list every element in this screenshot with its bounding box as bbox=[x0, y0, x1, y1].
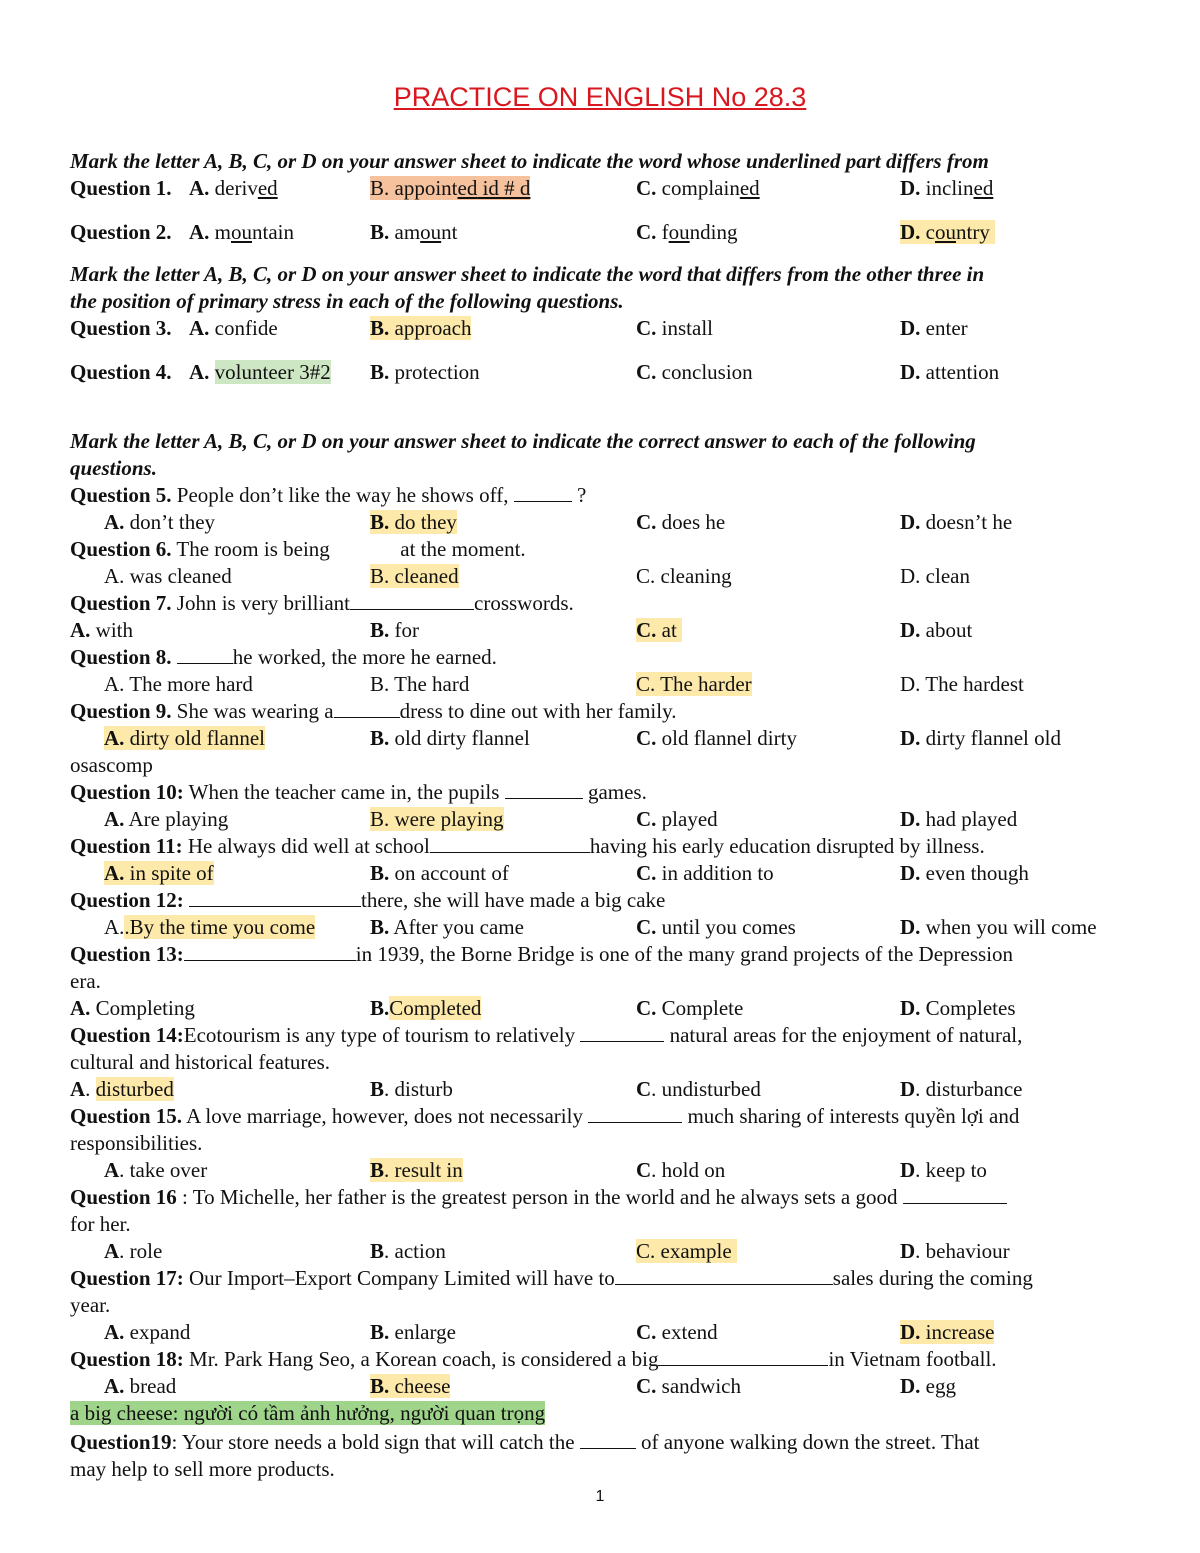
option-a: A. bread bbox=[104, 1374, 177, 1398]
question-stem: Question 18: Mr. Park Hang Seo, a Korean coach, is considered a big in Vietnam football. bbox=[70, 1347, 997, 1371]
note-text: a big cheese: người có tầm ảnh hưởng, người quan trọng bbox=[70, 1401, 546, 1425]
option-a: A. with bbox=[70, 618, 134, 642]
option-c: C. old flannel dirty bbox=[636, 726, 797, 750]
note-text: osascomp bbox=[70, 753, 153, 777]
option-d: D. keep to bbox=[900, 1158, 987, 1182]
option-a: A. role bbox=[104, 1239, 163, 1263]
question-stem: Question 15. A love marriage, however, does not necessarily much sharing of interests quyền lợi and bbox=[70, 1104, 1020, 1128]
option-b: B. were playing bbox=[370, 807, 504, 831]
question-stem: Question 17: Our Import–Export Company Limited will have to sales during the coming bbox=[70, 1266, 1033, 1290]
option-a: A. disturbed bbox=[70, 1077, 174, 1101]
option-c: C. at bbox=[636, 617, 682, 643]
option-d: D. attention bbox=[900, 360, 1000, 384]
option-b: B.Completed bbox=[370, 996, 482, 1020]
question-stem-cont: may help to sell more products. bbox=[70, 1457, 335, 1481]
question-stem-cont: responsibilities. bbox=[70, 1131, 203, 1155]
option-a: A. mountain bbox=[189, 220, 295, 244]
option-d: D. when you will come bbox=[900, 915, 1097, 939]
option-a: A. was cleaned bbox=[104, 564, 232, 588]
option-b: B. do they bbox=[370, 510, 457, 534]
question-stem: Question 13: in 1939, the Borne Bridge is one of the many grand projects of the Depression bbox=[70, 942, 1014, 966]
option-a: A. derived bbox=[189, 176, 278, 200]
question-stem: Question 9. She was wearing a dress to dine out with her family. bbox=[70, 699, 677, 723]
option-b: B. disturb bbox=[370, 1077, 453, 1101]
option-b: B. After you came bbox=[370, 915, 524, 939]
instruction-correct-answer: Mark the letter A, B, C, or D on your answer sheet to indicate the correct answer to each of the following bbox=[70, 429, 976, 453]
option-a: A. Are playing bbox=[104, 807, 229, 831]
option-c: C. Complete bbox=[636, 996, 744, 1020]
option-c: C. until you comes bbox=[636, 915, 796, 939]
option-b: B. protection bbox=[370, 360, 480, 384]
option-a: A. The more hard bbox=[104, 672, 253, 696]
option-c: C. founding bbox=[636, 220, 738, 244]
option-c: C. cleaning bbox=[636, 564, 732, 588]
question-stem: Question 16 : To Michelle, her father is the greatest person in the world and he always sets a good bbox=[70, 1184, 1007, 1210]
option-d: D. had played bbox=[900, 807, 1018, 831]
option-a: A. take over bbox=[104, 1158, 208, 1182]
option-c: C. in addition to bbox=[636, 861, 774, 885]
option-a: A..By the time you come bbox=[104, 915, 316, 939]
option-c: C. played bbox=[636, 807, 718, 831]
question-stem: Question 6. The room is being at the moment. bbox=[70, 537, 526, 561]
option-c: C. install bbox=[636, 316, 714, 340]
option-d: D. clean bbox=[900, 564, 970, 588]
option-d: D. disturbance bbox=[900, 1077, 1023, 1101]
option-b: B. action bbox=[370, 1239, 446, 1263]
page-number: 1 bbox=[595, 1488, 605, 1505]
option-b: B. old dirty flannel bbox=[370, 726, 530, 750]
option-a: A. don’t they bbox=[104, 510, 216, 534]
option-b: B. cheese bbox=[370, 1374, 451, 1398]
option-d: D. dirty flannel old bbox=[900, 726, 1061, 750]
option-b: B. approach bbox=[370, 316, 472, 340]
question-stem: Question 8. he worked, the more he earned. bbox=[70, 645, 497, 669]
question-stem: Question19: Your store needs a bold sign that will catch the of anyone walking down the street. That bbox=[70, 1430, 980, 1454]
question-label: Question 4. bbox=[70, 360, 172, 384]
instruction-stress: Mark the letter A, B, C, or D on your answer sheet to indicate the word that differs from the other three in bbox=[70, 262, 985, 286]
option-d: D. inclined bbox=[900, 176, 994, 200]
option-a: A. confide bbox=[189, 316, 278, 340]
option-d: D. increase bbox=[900, 1320, 995, 1344]
option-c: C. example bbox=[636, 1238, 737, 1264]
option-d: D. The hardest bbox=[900, 672, 1024, 696]
option-c: C. extend bbox=[636, 1320, 718, 1344]
question-stem: Question 10: When the teacher came in, the pupils games. bbox=[70, 780, 647, 804]
question-stem-cont: cultural and historical features. bbox=[70, 1050, 331, 1074]
option-d: D. Completes bbox=[900, 996, 1016, 1020]
option-a: A. dirty old flannel bbox=[104, 726, 265, 750]
question-label: Question 2. bbox=[70, 220, 172, 244]
option-b: B. amount bbox=[370, 220, 458, 244]
option-c: C. sandwich bbox=[636, 1374, 741, 1398]
question-stem-cont: year. bbox=[70, 1293, 111, 1317]
option-a: A. volunteer 3#2 bbox=[189, 360, 331, 384]
option-c: C. does he bbox=[636, 510, 726, 534]
option-b: B. appointed id # d bbox=[370, 176, 531, 200]
option-d: D. enter bbox=[900, 316, 968, 340]
question-stem: Question 11: He always did well at school having his early education disrupted by illness. bbox=[70, 834, 985, 858]
option-d: D. doesn’t he bbox=[900, 510, 1013, 534]
option-b: B. The hard bbox=[370, 672, 470, 696]
option-d: D. country bbox=[900, 219, 995, 245]
question-stem: Question 5. People don’t like the way he shows off, ? bbox=[70, 483, 587, 507]
option-d: D. egg bbox=[900, 1374, 956, 1398]
question-stem: Question 7. John is very brilliant crosswords. bbox=[70, 591, 574, 615]
question-label: Question 3. bbox=[70, 316, 172, 340]
option-a: A. expand bbox=[104, 1320, 191, 1344]
question-label: Question 1. bbox=[70, 176, 172, 200]
option-b: B. on account of bbox=[370, 861, 509, 885]
option-c: C. hold on bbox=[636, 1158, 726, 1182]
option-d: D. even though bbox=[900, 861, 1029, 885]
option-a: A. in spite of bbox=[104, 861, 214, 885]
instruction-correct-answer-cont: questions. bbox=[70, 456, 157, 480]
page-title: PRACTICE ON ENGLISH No 28.3 bbox=[393, 82, 807, 112]
option-c: C. complained bbox=[636, 176, 760, 200]
question-stem: Question 12: there, she will have made a big cake bbox=[70, 888, 666, 912]
instruction-stress-cont: the position of primary stress in each of the following questions. bbox=[70, 289, 624, 313]
option-b: B. result in bbox=[370, 1158, 463, 1182]
question-stem: Question 14:Ecotourism is any type of tourism to relatively natural areas for the enjoyment of natural, bbox=[70, 1023, 1023, 1047]
option-c: C. conclusion bbox=[636, 360, 753, 384]
option-d: D. about bbox=[900, 618, 973, 642]
option-b: B. for bbox=[370, 618, 420, 642]
option-c: C. The harder bbox=[636, 672, 752, 696]
question-stem-cont: era. bbox=[70, 969, 101, 993]
question-stem-cont: for her. bbox=[70, 1212, 131, 1236]
option-b: B. cleaned bbox=[370, 564, 459, 588]
option-b: B. enlarge bbox=[370, 1320, 456, 1344]
option-c: C. undisturbed bbox=[636, 1077, 761, 1101]
option-a: A. Completing bbox=[70, 996, 195, 1020]
option-d: D. behaviour bbox=[900, 1239, 1010, 1263]
instruction-pronunciation: Mark the letter A, B, C, or D on your answer sheet to indicate the word whose underlined part differs from bbox=[70, 149, 989, 173]
